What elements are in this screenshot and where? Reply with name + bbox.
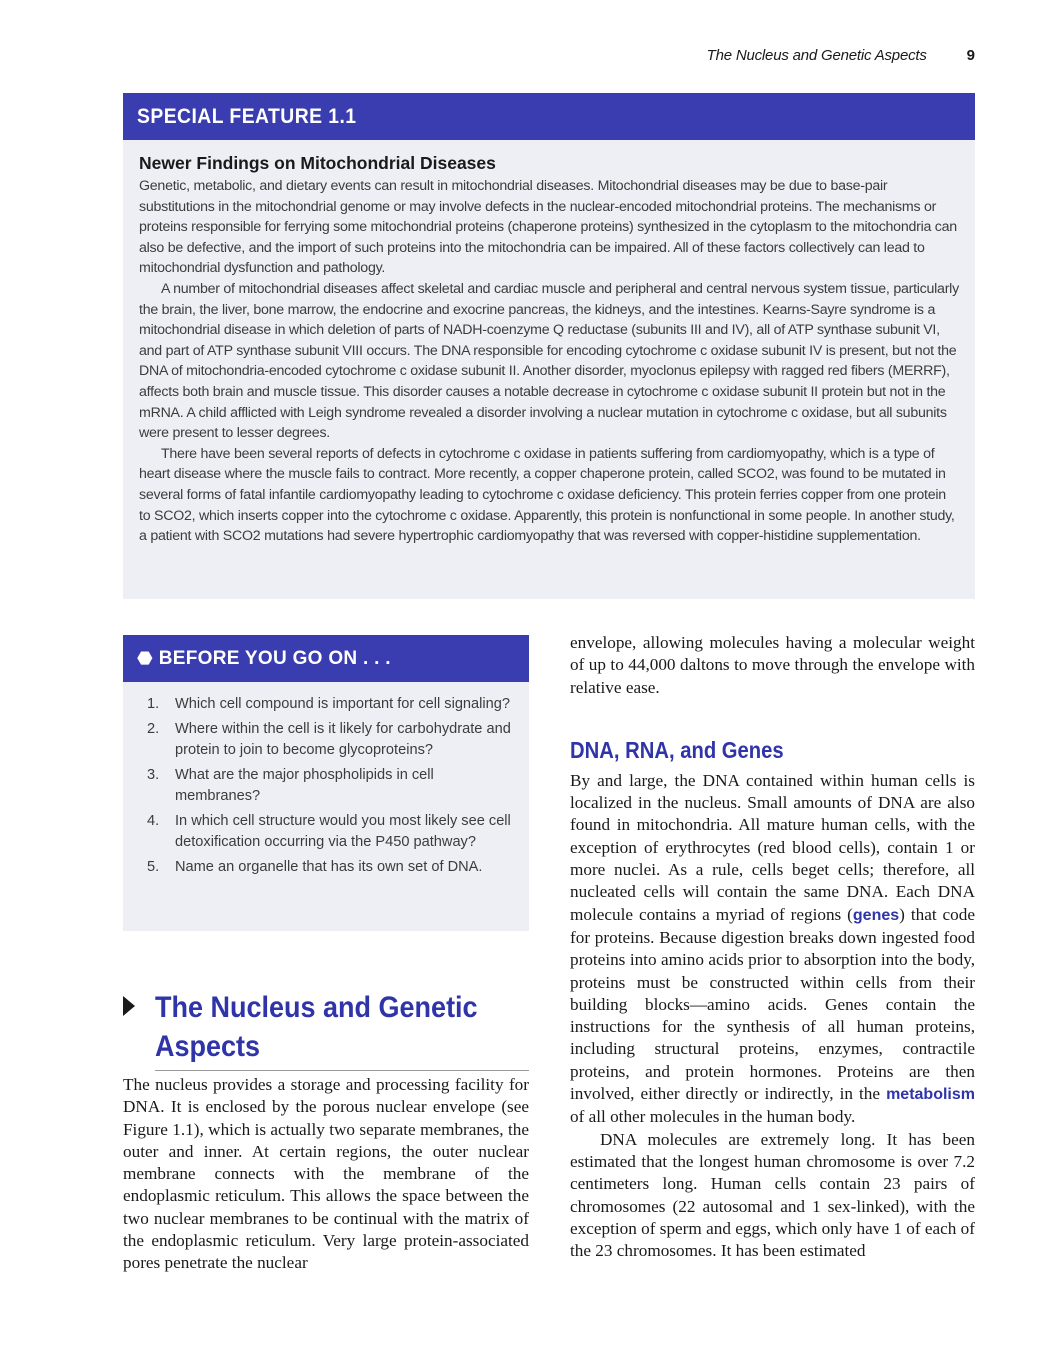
section-body-paragraph: The nucleus provides a storage and processing facility for DNA. It is enclosed by the porous nuclear envelope (see Figure 1.1), which is actually two separate membranes, the outer and inner. At certain regions, the outer nuclear membrane connects with the membrane of the endoplasmic reticulum. This allows the space between the two nuclear membranes to be continual with the matrix of the endoplasmic reticulum. Very large protein-associated pores penetrate the nuclear — [123, 1075, 529, 1273]
review-question — [147, 765, 511, 807]
text-run: By and large, the DNA contained within human cells is localized in the nucleus. Small amounts of DNA are also found in mitochondria. All mature human cells, with the exception of erythrocytes (red blood cells), contain 1 or more nuclei. As a rule, cells beget cells; therefore, all nucleated cells will contain the same DNA. Each DNA molecule contains a myriad of regions ( — [570, 770, 975, 924]
continuation-paragraph: envelope, allowing molecules having a molecular weight of up to 44,000 daltons to move through the envelope with relative ease. — [570, 633, 975, 697]
review-question-list — [123, 682, 529, 878]
question-text: What are the major phospholipids in cell membranes? — [175, 767, 434, 804]
page-number: 9 — [966, 46, 975, 64]
question-number: 2. — [147, 721, 160, 737]
special-feature-header — [123, 93, 975, 140]
special-feature-label: SPECIAL FEATURE 1.1 — [137, 104, 357, 128]
section-heading — [123, 988, 529, 1071]
dna-length-paragraph: DNA molecules are extremely long. It has been estimated that the longest human chromosome is over 7.2 centimeters long. Human cells contain 23 pairs of chromosomes (22 autosomal and 1 sex-linked), with the exception of sperm and eggs, which only have 1 of each of the 23 chromosomes. It has been estimated — [570, 1129, 975, 1261]
question-number: 1. — [147, 696, 160, 712]
review-question — [147, 719, 511, 761]
hexagon-bullet-icon: ⬣ — [137, 648, 153, 668]
key-term-metabolism: metabolism — [886, 1086, 975, 1104]
section-title: The Nucleus and Genetic Aspects — [155, 991, 478, 1063]
review-question — [147, 857, 511, 878]
special-feature-title: Newer Findings on Mitochondrial Diseases — [139, 153, 496, 173]
text-run: ) that code for proteins. Because digestion breaks down ingested food proteins into amino acids prior to absorption into the body, proteins must be constructed within cells from their building blocks—amino acids. Genes contain the instructions for the synthesis of all human proteins, including structural proteins, enzymes, contractile proteins, and protein hormones. Proteins are then involved, either directly or indirectly, in the — [570, 904, 975, 1104]
dna-paragraph — [570, 770, 975, 1129]
special-feature-box — [123, 93, 975, 599]
before-you-go-on-box — [123, 635, 529, 931]
key-term-genes: genes — [852, 906, 900, 924]
subsection-heading: DNA, RNA, and Genes — [570, 736, 784, 763]
special-feature-paragraph: A number of mitochondrial diseases affect skeletal and cardiac muscle and peripheral and central nervous system tissue, particularly the brain, the liver, bone marrow, the endocrine and exocrine pancreas, the kidneys, and the intestines. Kearns-Sayre syndrome is a mitochondrial disease in which deletion of parts of NADH-coenzyme Q reductase (subunits III and IV), all of ATP synthase subunit VI, and part of ATP synthase subunit VIII occurs. The DNA responsible for encoding cytochrome c oxidase subunit IV is present, but not the DNA of mitochondria-encoded cytochrome c oxidase subunit II. Another disorder, myoclonus epilepsy with ragged red fibers (MERRF), affects both brain and muscle tissue. This disorder causes a notable decrease in cytochrome c oxidase subunit II protein but not in the mRNA. A child afflicted with Leigh syndrome revealed a disorder involving a nuclear mutation in cytochrome c oxidase, but all subunits were present to lesser degrees. — [139, 280, 959, 442]
triangle-arrow-icon — [123, 996, 135, 1016]
before-you-go-on-header — [123, 635, 529, 682]
special-feature-paragraph: There have been several reports of defects in cytochrome c oxidase in patients suffering from cardiomyopathy, which is a type of heart disease where the muscle fails to contract. More recently, a copper chaperone protein, called SCO2, was found to be mutated in several forms of fatal infantile cardiomyopathy leading to cytochrome c oxidase deficiency. This protein ferries copper from one protein to SCO2, which inserts copper into the cytochrome c oxidase. Apparently, this protein is nonfunctional in some people. In another study, a patient with SCO2 mutations had severe hypertrophic cardiomyopathy that was reversed with copper-histidine supplementation. — [139, 445, 955, 545]
section-divider — [155, 1070, 529, 1071]
special-feature-paragraph: Genetic, metabolic, and dietary events can result in mitochondrial diseases. Mitochondrial diseases may be due to base-pair substitutions in the mitochondrial genome or may involve defects in the nuclear-encoded mitochondrial proteins. The mechanisms or proteins responsible for ferrying some mitochondrial proteins (chaperone proteins) synthesized in the cytoplasm to the mitochondria can also be defective, and the import of such proteins into the mitochondria can be impaired. All of these factors collectively can lead to mitochondrial dysfunction and pathology. — [139, 178, 957, 277]
running-head — [620, 44, 975, 66]
question-number: 4. — [147, 813, 160, 829]
question-number: 3. — [147, 767, 160, 783]
review-question — [147, 811, 511, 853]
running-title: The Nucleus and Genetic Aspects — [706, 46, 927, 64]
question-text: Name an organelle that has its own set of DNA. — [175, 859, 483, 875]
before-you-go-on-label: BEFORE YOU GO ON . . . — [158, 647, 391, 669]
question-number: 5. — [147, 859, 160, 875]
special-feature-body — [123, 140, 975, 547]
review-question — [147, 694, 511, 715]
text-run: of all other molecules in the human body. — [570, 1107, 856, 1127]
question-text: Where within the cell is it likely for carbohydrate and protein to join to become glycoproteins? — [175, 721, 511, 758]
right-column — [570, 632, 975, 1262]
question-text: Which cell compound is important for cell signaling? — [175, 696, 511, 712]
question-text: In which cell structure would you most likely see cell detoxification occurring via the P450 pathway? — [175, 813, 511, 850]
